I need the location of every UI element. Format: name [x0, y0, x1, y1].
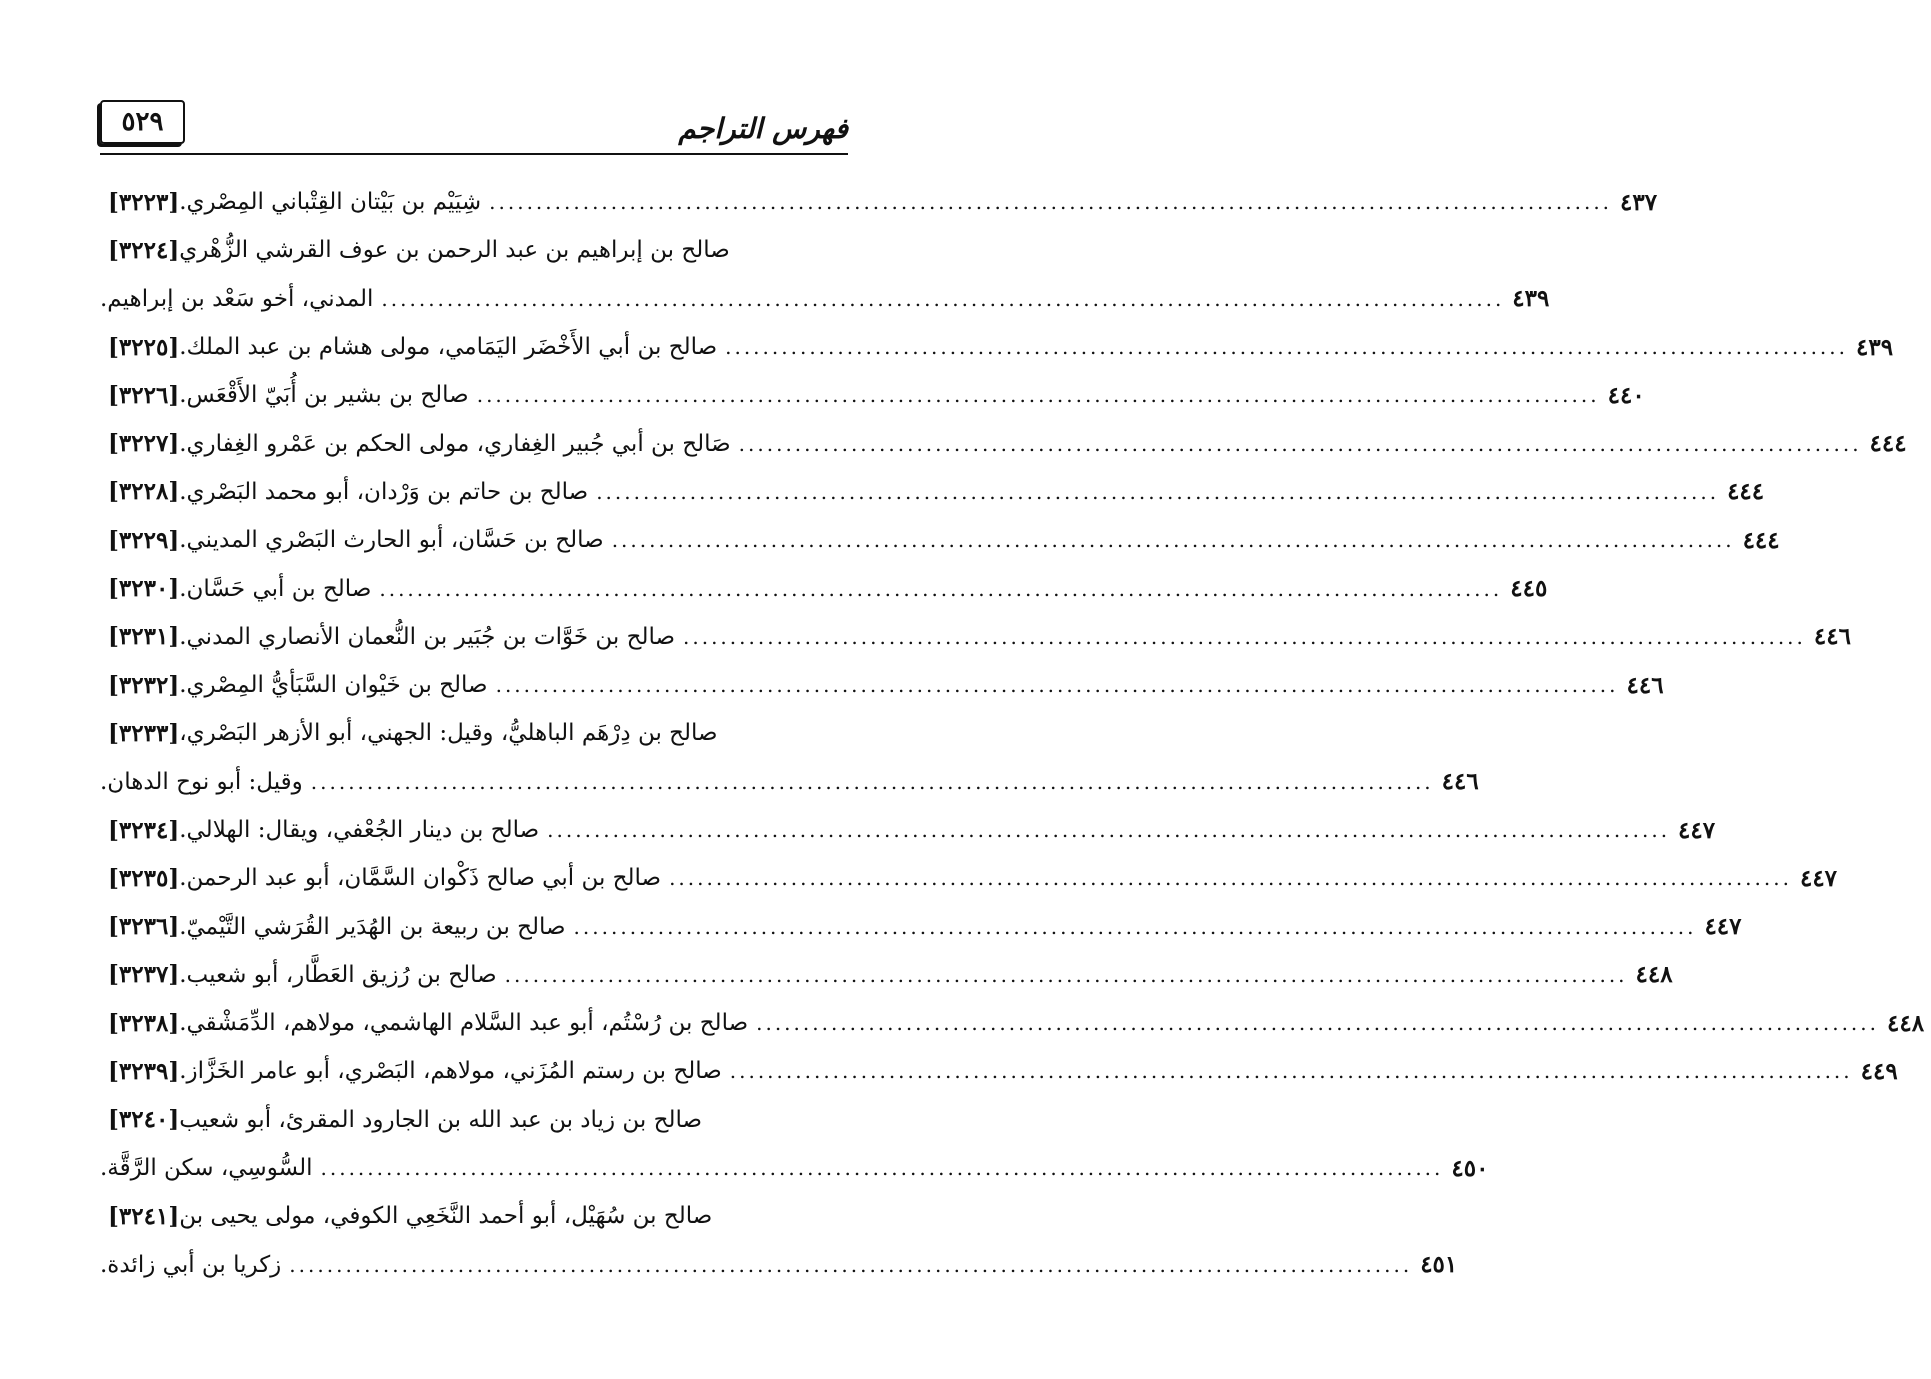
index-entry-continuation [100, 275, 1550, 323]
entry-name: السُّوسِي، سكن الرَّقَّة. [100, 1155, 313, 1182]
entry-page-number: ٤٤٦ [1813, 623, 1851, 651]
entry-name: صالح بن سُهَيْل، أبو أحمد النَّخَعِي الكوفي، مولى يحيى بن [179, 1203, 713, 1230]
entry-name: صالح بن إبراهيم بن عبد الرحمن بن عوف القرشي الزُّهْري [179, 237, 730, 264]
dot-leader [379, 577, 1502, 601]
entry-number: [ ٣٢٢٩ ] [108, 527, 179, 554]
entry-page-number: ٤٤٧ [1799, 864, 1838, 892]
entry-number: [ ٣٢٢٦ ] [108, 382, 179, 409]
entry-number: [ ٣٢٣٩ ] [108, 1058, 179, 1085]
entry-number: [ ٣٢٢٣ ] [108, 189, 179, 216]
dot-leader [739, 432, 1862, 456]
entry-page-number: ٤٤٦ [1626, 671, 1664, 699]
index-entry [100, 226, 848, 274]
entry-number: [ ٣٢٢٧ ] [108, 430, 179, 457]
page-number: ٥٢٩ [100, 100, 185, 144]
index-entry [100, 854, 1838, 902]
index-entry [100, 371, 1645, 419]
index-entry [100, 419, 1907, 467]
entry-name: صالح بن أبي حَسَّان. [179, 575, 372, 602]
entry-name: صالح بن خَيْوان السَّبَأيُّ المِصْري. [179, 672, 488, 699]
entry-page-number: ٤٣٧ [1620, 188, 1658, 216]
header-divider [100, 153, 848, 155]
section-title: فهرس التراجم [678, 112, 848, 145]
dot-leader [489, 190, 1612, 214]
entry-page-number: ٤٤٩ [1860, 1057, 1898, 1085]
entry-number: [ ٣٢٣٠ ] [108, 575, 179, 602]
entry-page-number: ٤٥١ [1420, 1251, 1458, 1279]
index-entry [100, 709, 848, 757]
entry-number: [ ٣٢٢٤ ] [108, 237, 179, 264]
entry-number: [ ٣٢٣٧ ] [108, 961, 179, 988]
index-entry [100, 613, 1851, 661]
dot-leader [574, 915, 1697, 939]
entry-name: شِيَيْم بن بَيْتان القِتْباني المِصْري. [179, 189, 482, 216]
dot-leader [725, 335, 1848, 359]
index-entry [100, 1192, 848, 1240]
entry-name: صالح بن دينار الجُعْفي، ويقال: الهلالي. [179, 817, 540, 843]
entry-number: [ ٣٢٣١ ] [108, 623, 179, 650]
index-entry [100, 1047, 1898, 1095]
entry-name: صالح بن رُسْتُم، أبو عبد السَّلام الهاشمي، مولاهم، الدِّمَشْقي. [179, 1010, 749, 1037]
dot-leader [496, 673, 1619, 697]
dot-leader [505, 963, 1628, 987]
entry-name: زكريا بن أبي زائدة. [100, 1251, 282, 1278]
dot-leader [311, 770, 1434, 794]
index-entry [100, 902, 1742, 950]
entry-name: صالح بن زياد بن عبد الله بن الجارود المقرئ، أبو شعيب [179, 1106, 702, 1133]
entry-page-number: ٤٤٧ [1704, 913, 1742, 941]
entry-page-number: ٤٤٦ [1441, 768, 1479, 796]
entry-number: [ ٣٢٣٨ ] [108, 1010, 179, 1037]
entry-page-number: ٤٤٨ [1887, 1009, 1925, 1037]
entry-name: صالح بن خَوَّات بن جُبَير بن النُّعمان الأنصاري المدني. [179, 623, 675, 650]
entry-page-number: ٤٤٤ [1727, 478, 1765, 506]
index-entry [100, 1096, 848, 1144]
entry-name: صالح بن دِرْهَم الباهليُّ، وقيل: الجهني، أبو الأزهر البَصْري، [179, 720, 718, 747]
dot-leader [756, 1011, 1879, 1035]
entry-page-number: ٤٤٧ [1678, 816, 1716, 844]
dot-leader [612, 528, 1735, 552]
page-header [0, 0, 942, 160]
index-entry [100, 999, 1925, 1047]
dot-leader [381, 287, 1504, 311]
entry-page-number: ٤٤٠ [1607, 381, 1645, 409]
index-entry-continuation [100, 1144, 1489, 1192]
index-entry [100, 951, 1673, 999]
dot-leader [477, 383, 1600, 407]
entry-name: صالح بن رُزيق العَطَّار، أبو شعيب. [179, 961, 497, 988]
entry-name: صالح بن حَسَّان، أبو الحارث البَصْري المديني. [179, 527, 604, 554]
entry-number: [ ٣٢٢٥ ] [108, 334, 179, 361]
dot-leader [547, 818, 1670, 842]
index-entry-continuation [100, 1241, 1458, 1289]
entry-name: صالح بن ربيعة بن الهُدَير القُرَشي التَّيْميّ. [179, 913, 566, 940]
entry-name: صالح بن حاتم بن وَرْدان، أبو محمد البَصْري. [179, 478, 589, 505]
entry-number: [ ٣٢٣٢ ] [108, 672, 179, 699]
index-entry [100, 178, 1658, 226]
entry-number: [ ٣٢٤٠ ] [108, 1106, 179, 1133]
entry-page-number: ٤٥٠ [1451, 1154, 1489, 1182]
entry-number: [ ٣٢٣٦ ] [108, 913, 179, 940]
entry-name: صالح بن أبي صالح ذَكْوان السَّمَّان، أبو عبد الرحمن. [179, 865, 662, 892]
dot-leader [596, 480, 1719, 504]
entry-page-number: ٤٤٤ [1742, 526, 1780, 554]
entry-name: المدني، أخو سَعْد بن إبراهيم. [100, 285, 374, 312]
entry-name: صالح بن رستم المُزَني، مولاهم، البَصْري، أبو عامر الخَزَّاز. [179, 1058, 722, 1085]
index-entry [100, 516, 1780, 564]
entry-page-number: ٤٣٩ [1856, 333, 1894, 361]
entry-number: [ ٣٢٣٥ ] [108, 865, 179, 892]
entry-name: صَالح بن أبي جُبير الغِفاري، مولى الحكم بن عَمْرو الغِفاري. [179, 430, 731, 457]
entry-page-number: ٤٤٨ [1635, 961, 1673, 989]
index-entry [100, 806, 1716, 854]
index-entry-continuation [100, 758, 1479, 806]
index-entry [100, 564, 1548, 612]
dot-leader [321, 1156, 1444, 1180]
dot-leader [683, 625, 1806, 649]
entry-number: [ ٣٢٣٤ ] [108, 817, 179, 844]
entry-name: صالح بن أبي الأَخْضَر اليَمَامي، مولى هشام بن عبد الملك. [179, 334, 718, 361]
entry-number: [ ٣٢٣٣ ] [108, 720, 179, 747]
dot-leader [289, 1253, 1412, 1277]
entry-name: صالح بن بشير بن أُبَيّ الأَقْعَس. [179, 382, 469, 409]
index-entry [100, 661, 1664, 709]
dot-leader [669, 866, 1792, 890]
index-entries [100, 178, 1925, 1289]
entry-page-number: ٤٤٥ [1510, 575, 1548, 603]
dot-leader [730, 1059, 1853, 1083]
index-entry [100, 468, 1765, 516]
entry-page-number: ٤٣٩ [1512, 285, 1550, 313]
entry-number: [ ٣٢٤١ ] [108, 1203, 179, 1230]
index-entry [100, 323, 1894, 371]
entry-number: [ ٣٢٢٨ ] [108, 478, 179, 505]
entry-name: وقيل: أبو نوح الدهان. [100, 768, 303, 795]
entry-page-number: ٤٤٤ [1869, 430, 1907, 458]
